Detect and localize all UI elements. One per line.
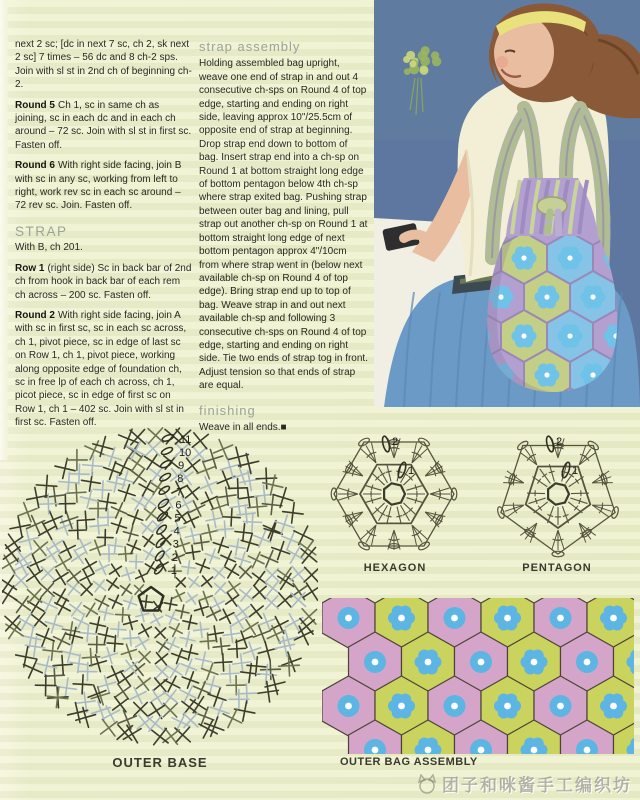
- outer-base-round-number: 2: [171, 551, 178, 564]
- strap-round2-text: With right side facing, join A with sc in first sc, sc in each sc across, ch 1, pivot piece, sc in edge of last sc on Row 1, ch 1, pivot piece, working along opposite edge of foundation ch, sc in free lp of each ch across, ch 1, picot piece, sc in edge of first sc on Row 1, ch 1 – 402 sc. Join with sl st in first sc. Fasten off.: [15, 309, 187, 429]
- strap-assembly-text: Holding assembled bag upright, weave one end of strap in and out 4 consecutive ch-sps on Round 4 of top edge, starting and ending on right side, leaving approx 10"/25.5cm of opposite end of strap at beginning. Drop strap end down to bottom of bag. Insert strap end into a ch-sp on Round 1 at bottom straight long edge of bottom pentagon below 4th ch-sp where strap exited bag. Pushing strap between outer bag and lining, pull strap out another ch-sp on Round 1 at bottom straight long edge of next bottom pentagon approx 4"/10cm from where strap went in (below next available ch-sp on Round 4 of top edge). Bring strap end up to top of bag. Weave strap in and out next available ch-sp and following 3 consecutive ch-sps on Round 4 of top edge, starting and ending on right side. Tie two ends of strap tog in front. Adjust tension so that ends of strap are equal.: [199, 58, 368, 392]
- outer-base-round-number: 1: [170, 564, 178, 577]
- round6-text: With right side facing, join B with sc in any sc, working from left to right, work rev sc in each sc around – 72 rev sc. Join. Fasten off.: [15, 160, 182, 212]
- outer-base-round-number: 11: [179, 433, 192, 446]
- strap-heading: STRAP: [15, 223, 68, 239]
- assembly-chart: [322, 598, 634, 754]
- outer-base-round-number: 5: [174, 512, 181, 525]
- strap-row1-paragraph: [15, 262, 193, 302]
- round5-paragraph: [15, 99, 193, 153]
- model-photo: [374, 0, 640, 407]
- outer-base-round-number: 8: [177, 473, 184, 486]
- model-photo-illustration: [374, 0, 640, 407]
- outer-base-round-number: 10: [179, 447, 192, 459]
- finishing-heading: finishing: [199, 402, 256, 418]
- hexagon-diagram: [322, 424, 466, 562]
- outer-base-round-number: 6: [175, 499, 182, 512]
- outer-bag-assembly-caption: OUTER BAG ASSEMBLY: [340, 756, 478, 768]
- strap-row1-label: Row 1: [15, 262, 45, 274]
- outer-base-round-number: 9: [178, 460, 185, 473]
- pentchart-chart: [486, 424, 630, 562]
- outer-base-round-number: 7: [176, 486, 183, 499]
- pattern-column-left: [15, 38, 193, 437]
- outer-base-diagram: [2, 418, 318, 754]
- strap-row1-text: (right side) Sc in back bar of 2nd ch from hook in back bar of each rem ch across – 200 sc. Fasten off.: [15, 262, 192, 301]
- round6-label: Round 6: [15, 160, 55, 172]
- round5-label: Round 5: [15, 99, 55, 111]
- hexchart-round1-number: 1: [408, 465, 415, 477]
- pentagon-diagram: [486, 424, 630, 562]
- hexchart-round2-number: 2: [392, 436, 399, 448]
- finishing-text: Weave in all ends.■: [199, 421, 287, 433]
- watermark-text: 团子和咪酱手工编织坊: [442, 776, 632, 795]
- strap-intro: With B, ch 201.: [15, 242, 83, 254]
- strap-assembly-heading: strap assembly: [199, 39, 301, 54]
- hexagon-caption: HEXAGON: [363, 562, 427, 574]
- strap-round2-paragraph: [15, 309, 193, 430]
- round6-paragraph: [15, 159, 193, 213]
- scan-edge: [0, 0, 9, 460]
- outer-base-round-number: 3: [172, 538, 179, 551]
- pentagon-caption: PENTAGON: [522, 562, 592, 574]
- outer-bag-assembly-diagram: [322, 598, 634, 754]
- pentchart-round1-number: 1: [572, 465, 579, 477]
- hexchart-chart: [322, 424, 466, 562]
- outer-base-round-number: 4: [173, 525, 180, 538]
- cat-logo-icon: [416, 774, 438, 794]
- outer-base-chart: [2, 418, 318, 754]
- outer-base-caption: OUTER BASE: [112, 755, 208, 770]
- round5-text: Ch 1, sc in same ch as joining, sc in each dc and in each ch around – 72 sc. Join with sl st in first sc. Fasten off.: [15, 99, 192, 151]
- pattern-column-middle: [199, 40, 369, 441]
- strap-round2-label: Round 2: [15, 309, 55, 321]
- pattern-intro-paragraph: next 2 sc; [dc in next 7 sc, ch 2, sk next 2 sc] 7 times – 56 dc and 8 ch-2 sps. Join with sl st in 2nd ch of beginning ch-2.: [15, 39, 192, 91]
- watermark: [416, 771, 632, 796]
- pentchart-round2-number: 2: [556, 436, 563, 448]
